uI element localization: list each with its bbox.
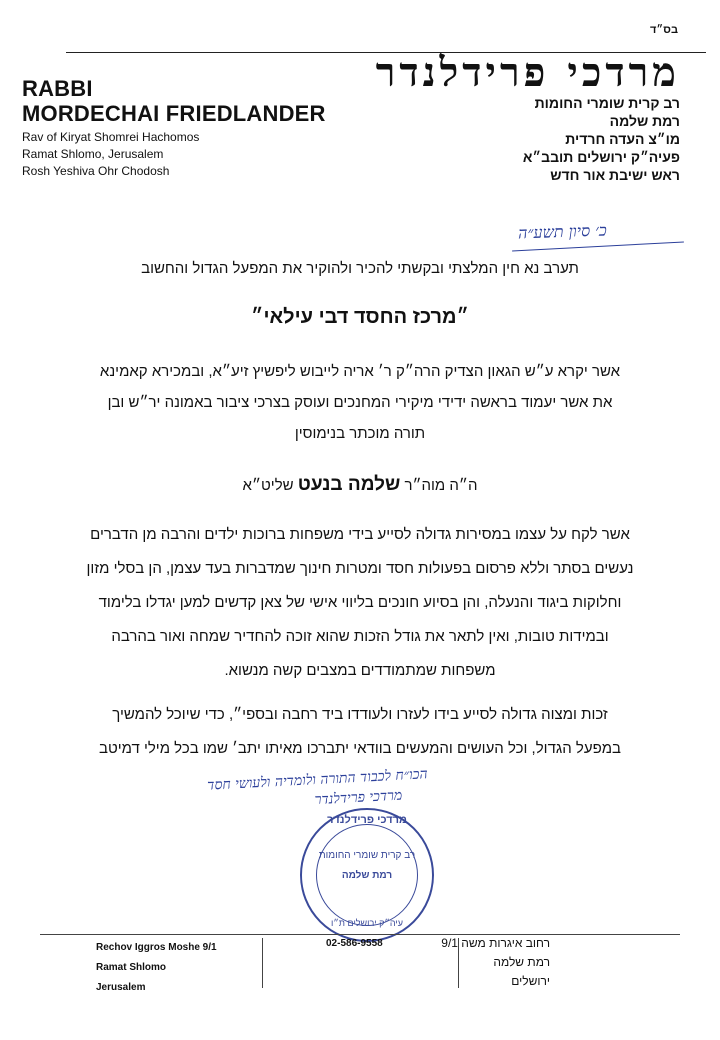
english-title-line: Rav of Kiryat Shomrei Hachomos xyxy=(22,130,200,144)
address-line: Jerusalem xyxy=(96,982,146,993)
hebrew-title-line: פעיה״ק ירושלים תובב״א xyxy=(522,149,680,165)
english-address xyxy=(96,938,217,998)
bsd-mark: בס״ד xyxy=(650,24,678,36)
text-line: זכות ומצוה גדולה לסייע בידו לעזרו ולעודדו ביד רחבה ובספי״, כדי שיוכל להמשיך xyxy=(112,706,608,723)
stamp-center-text: רמת שלמה xyxy=(341,870,393,881)
paragraph-4 xyxy=(30,698,690,766)
honoree-line xyxy=(40,474,680,496)
hebrew-title-line: ראש ישיבת אור חדש xyxy=(550,167,680,183)
date-underline xyxy=(512,241,684,251)
text-line: וחלוקות ביגוד והנעלה, והן בסיוע חונכים בליווי אישי של צאן קדשים למען יגדלו בלימוד xyxy=(98,594,622,611)
hebrew-title-line: רב קרית שומרי החומות xyxy=(534,95,680,111)
signature: מרדכי פרידלנדר xyxy=(314,787,403,809)
text-line: את אשר יעמוד בראשה ידידי מיקירי המחנכים ועוסק בצרכי ציבור באמונה יר״ש ובן xyxy=(107,394,613,411)
opening-line: תערב נא חין המלצתי ובקשתי להכיר ולהוקיר את המפעל הגדול והחשוב xyxy=(141,260,579,277)
organization-name: ״מרכז החסד דבי עילאי״ xyxy=(251,306,469,328)
text-line: תורה מוכתר בנימוסין xyxy=(294,425,426,442)
paragraph-2 xyxy=(40,356,680,449)
stamp-outer-text: מרדכי פרידלנדר xyxy=(327,814,407,826)
hebrew-name: מרדכי פרידלנדר xyxy=(375,49,680,96)
text-line: במפעל הגדול, וכל העושים והמעשים בוודאי יתברכו מאיתו יתב׳ שמו בכל מילי דמיטב xyxy=(98,740,622,757)
english-letterhead xyxy=(22,76,326,180)
handwritten-date: כ׳ סיון תשע״ה xyxy=(517,220,608,243)
official-stamp xyxy=(300,808,434,942)
blessing-line: הכו״ח לכבוד התורה ולומדיה ולעושי חסד xyxy=(206,766,429,794)
honoree-name: שלמה בנעט xyxy=(297,474,401,495)
hebrew-address xyxy=(441,934,550,991)
english-title-line: Ramat Shlomo, Jerusalem xyxy=(22,147,164,161)
phone-number: 02-586-9558 xyxy=(326,938,383,949)
english-name: MORDECHAI FRIEDLANDER xyxy=(22,101,326,126)
footer-divider xyxy=(262,938,263,988)
stamp-inner-text: רב קרית שומרי החומות xyxy=(318,850,416,861)
paragraph-3 xyxy=(30,518,690,688)
text-line: ובמידות טובות, ואין לתאר את גודל הזכות שהוא זוכה להחדיר שמחה ואור בהרבה xyxy=(111,628,609,645)
text-line: נעשים בסתר וללא פרסום בפעולות חסד ומטרות חינוך שמדברות בעד עצמן, הן בסלי מזון xyxy=(86,560,634,577)
address-line: רחוב איגרות משה 9/1 xyxy=(441,936,550,950)
english-titles xyxy=(22,129,326,180)
hebrew-title-line: רמת שלמה xyxy=(609,113,680,129)
text-line: משפחות שמתמודדים במצבים קשה מנשוא. xyxy=(224,662,496,679)
handwritten-blessing xyxy=(117,760,519,821)
address-line: Rechov Iggros Moshe 9/1 xyxy=(96,942,217,953)
stamp-bottom-text: עיה״ק ירושלים ת״ו xyxy=(331,918,403,928)
address-line: רמת שלמה xyxy=(493,955,550,969)
address-line: Ramat Shlomo xyxy=(96,962,167,973)
honoree-prefix: ה״ה מוה״ר xyxy=(404,477,478,494)
honoree-suffix: שליט״א xyxy=(242,477,294,494)
text-line: אשר יקרא ע״ש הגאון הצדיק הרה״ק ר׳ אריה לייבוש ליפשיץ זיע״א, ובמכירא קאמינא xyxy=(99,363,621,380)
footer-rule xyxy=(40,934,680,935)
english-rabbi-title: RABBI xyxy=(22,76,93,101)
hebrew-titles xyxy=(523,94,680,184)
address-line: ירושלים xyxy=(511,974,550,988)
hebrew-title-line: מו״צ העדה חרדית xyxy=(565,131,680,147)
english-title-line: Rosh Yeshiva Ohr Chodosh xyxy=(22,164,170,178)
text-line: אשר לקח על עצמו במסירות גדולה לסייע בידי משפחות ברוכות ילדים והרבה מן הדברים xyxy=(90,526,630,543)
